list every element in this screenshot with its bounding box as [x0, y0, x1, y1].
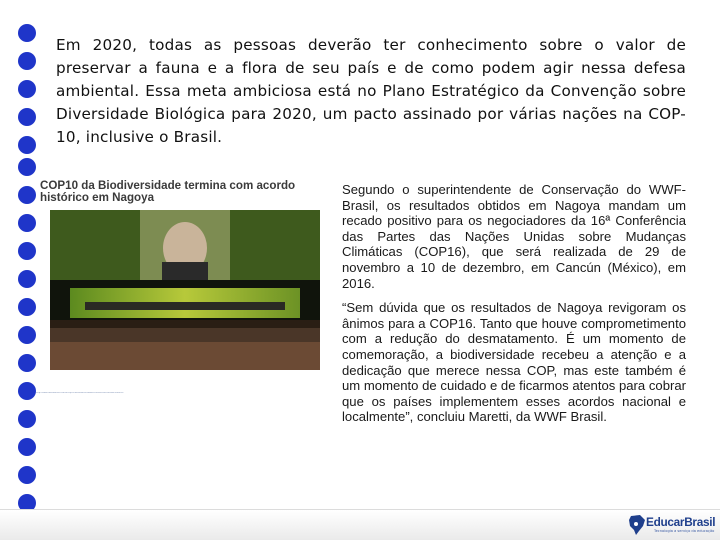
bullet-dot	[18, 136, 36, 154]
bullet-dot	[18, 108, 36, 126]
bullet-dot	[18, 80, 36, 98]
bullet-dot	[18, 298, 36, 316]
educarbrasil-logo	[626, 512, 720, 538]
bullet-dot	[18, 326, 36, 344]
bullet-dot	[18, 214, 36, 232]
bullet-dot	[18, 52, 36, 70]
logo-tagline: Tecnologia a serviço da educação	[654, 529, 715, 533]
conference-photo	[50, 210, 320, 370]
logo-wordmark: EducarBrasil	[646, 515, 716, 529]
brazil-map-icon	[628, 514, 646, 536]
photo-title: COP10 da Biodiversidade termina com acordo histórico em Nagoya	[40, 180, 296, 204]
bullet-dot	[18, 354, 36, 372]
paragraph-quote: “Sem dúvida que os resultados de Nagoya revigoram os ânimos para a COP16. Tanto que houve comprometimento com a redução do desmatamento. É um momento de comemoração, a biodiversidade recebeu a atenção e a dedicação que merece nessa COP, mas este também é um momento de cuidado e de ficarmos atentos para cobrar que os países implementem esses acordos nacional e localmente”, concluiu Maretti, da WWF Brasil.	[342, 300, 686, 425]
photo-source-link[interactable]: http://www.educarbrasil.com.br/cop10-da-biodiversidade-termina-com-acordo-historico	[36, 392, 124, 394]
bullet-dot	[18, 186, 36, 204]
bullet-dot	[18, 270, 36, 288]
footer-band	[0, 509, 720, 540]
intro-paragraph: Em 2020, todas as pessoas deverão ter conhecimento sobre o valor de preservar a fauna e a flora de seu país e de como podem agir nessa defesa ambiental. Essa meta ambiciosa está no Plano Estratégico da Convenção sobre Diversidade Biológica para 2020, um pacto assinado por várias nações na COP-10, inclusive o Brasil.	[56, 36, 686, 146]
news-photo	[36, 180, 321, 402]
article-text-column	[342, 182, 686, 434]
bullet-dot	[18, 410, 36, 428]
bullet-dot	[18, 158, 36, 176]
bullet-dot	[18, 438, 36, 456]
bullet-dot	[18, 242, 36, 260]
paragraph-superintendent: Segundo o superintendente de Conservação do WWF-Brasil, os resultados obtidos em Nagoya mandam um recado positivo para os negociadores da 16ª Conferência das Partes das Nações Unidas sobre Mudanças Climáticas (COP16), que será realizada de 29 de novembro a 10 de dezembro, em Cancún (México), em 2016.	[342, 182, 686, 291]
bullet-dot	[18, 24, 36, 42]
bullet-dot	[18, 382, 36, 400]
bullet-dot	[18, 466, 36, 484]
